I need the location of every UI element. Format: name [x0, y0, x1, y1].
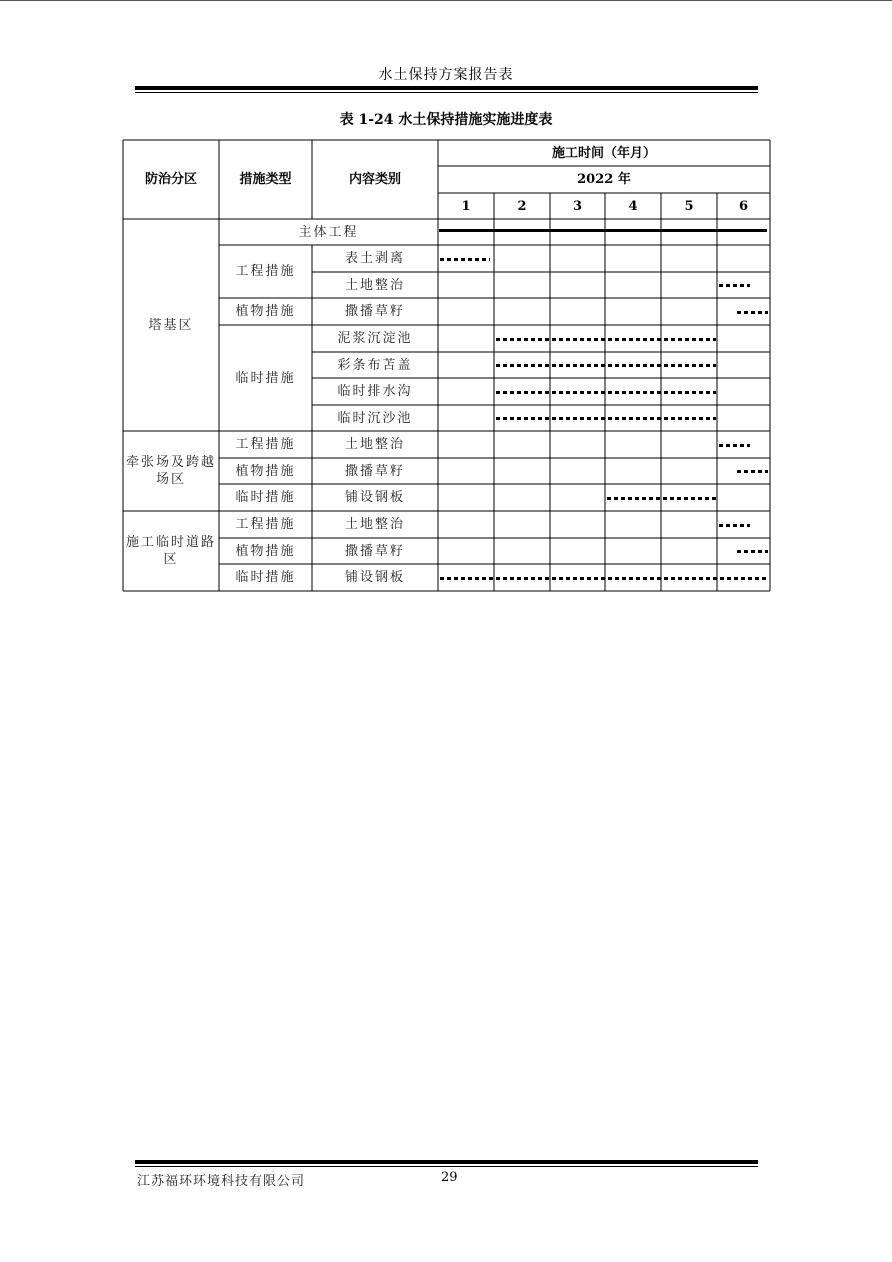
- month-header-3: 3: [572, 198, 583, 214]
- header-zone: 防治分区: [144, 172, 197, 187]
- content-steel-plates-road: 铺设钢板: [344, 570, 405, 585]
- schedule-bar-row-6: [496, 391, 716, 394]
- page-number: 29: [441, 1170, 458, 1185]
- content-steel-plates-tension: 铺设钢板: [344, 490, 405, 505]
- month-header-4: 4: [628, 198, 638, 214]
- month-header-6: 6: [738, 198, 749, 214]
- type-vegetation-tower: 植物措施: [235, 304, 296, 319]
- header-construction-time: 施工时间（年月）: [551, 145, 656, 161]
- schedule-bar-row-9: [737, 470, 768, 473]
- zone-tower-base: 塔基区: [148, 317, 194, 333]
- content-grass-seeding-tension: 撒播草籽: [344, 463, 405, 479]
- content-land-rehab-road: 土地整治: [344, 517, 405, 532]
- content-grass-seeding-road: 撒播草籽: [344, 543, 405, 559]
- content-grass-seeding-tower: 撒播草籽: [344, 304, 405, 319]
- content-temp-sediment-basin: 临时沉沙池: [337, 410, 413, 426]
- content-land-rehab-tower: 土地整治: [344, 277, 405, 293]
- type-vegetation-road: 植物措施: [235, 543, 296, 559]
- schedule-bar-row-8: [719, 444, 750, 447]
- header-year: 2022 年: [577, 172, 631, 187]
- zone-temp-road: 施工临时道路区: [126, 535, 217, 567]
- footer-company: 江苏福环环境科技有限公司: [137, 1174, 306, 1189]
- report-header-title: 水土保持方案报告表: [378, 67, 514, 83]
- schedule-bar-row-5: [496, 364, 716, 367]
- content-tarp-cover: 彩条布苫盖: [337, 357, 413, 373]
- schedule-bar-row-10: [607, 497, 716, 500]
- type-temporary-road: 临时措施: [235, 570, 296, 585]
- content-temp-drainage: 临时排水沟: [337, 384, 413, 399]
- schedule-bar-row-13: [440, 577, 769, 580]
- month-header-2: 2: [517, 198, 527, 214]
- month-header-1: 1: [461, 198, 471, 214]
- schedule-bar-row-2: [719, 284, 750, 287]
- type-temporary-tension: 临时措施: [235, 490, 296, 505]
- main-project-bar: [439, 229, 767, 232]
- type-engineering-tower: 工程措施: [235, 264, 296, 279]
- schedule-bar-row-4: [496, 338, 716, 341]
- type-vegetation-tension: 植物措施: [235, 463, 296, 479]
- type-engineering-tension: 工程措施: [235, 437, 296, 452]
- type-temporary-tower: 临时措施: [235, 370, 296, 386]
- footer-rule-thin: [135, 1166, 758, 1167]
- schedule-bar-row-3: [737, 311, 768, 314]
- header-measure-type: 措施类型: [239, 172, 292, 187]
- content-topsoil-stripping: 表土剥离: [344, 251, 405, 266]
- month-header-5: 5: [684, 198, 694, 214]
- schedule-bar-row-12: [737, 550, 768, 553]
- zone-tension-crossing: 牵张场及跨越场区: [126, 455, 217, 487]
- main-project-label: 主体工程: [298, 224, 359, 240]
- schedule-bar-row-11: [719, 524, 750, 527]
- footer-rule-thick: [135, 1160, 758, 1164]
- content-land-rehab-tension: 土地整治: [344, 437, 405, 452]
- schedule-bar-row-7: [496, 417, 716, 420]
- schedule-bar-row-1: [440, 258, 490, 261]
- header-content: 内容类别: [348, 172, 401, 187]
- type-engineering-road: 工程措施: [235, 517, 296, 532]
- content-mud-settling-pond: 泥浆沉淀池: [337, 331, 413, 346]
- table-caption: 表 1-24 水土保持措施实施进度表: [339, 112, 553, 128]
